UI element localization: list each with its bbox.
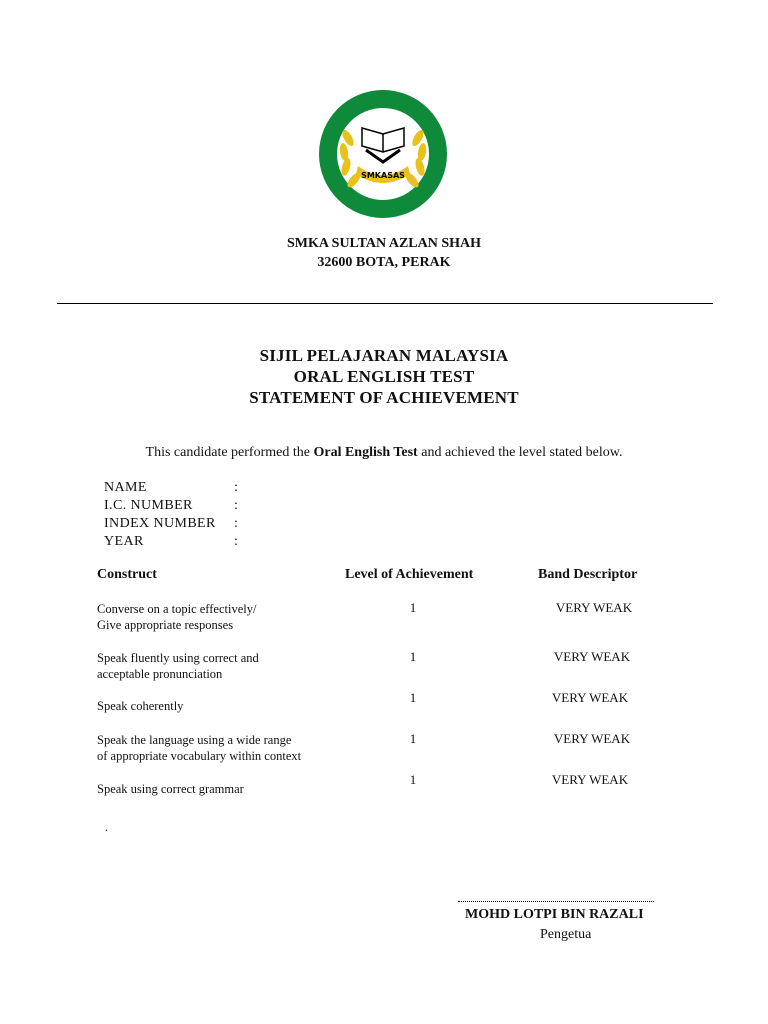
- table-row: [97, 698, 183, 714]
- field-label-index: INDEX NUMBER: [104, 516, 216, 531]
- level-value: 1: [409, 690, 417, 705]
- title-line-2: ORAL ENGLISH TEST: [293, 367, 475, 386]
- construct-line-1: Speak the language using a wide range: [97, 733, 292, 747]
- table-row: [97, 650, 259, 682]
- intro-before: This candidate performed the: [145, 445, 314, 460]
- intro-text: [0, 445, 768, 461]
- school-name: SMKA SULTAN AZLAN SHAH: [286, 236, 482, 251]
- construct-line-1: Speak fluently using correct and: [97, 651, 259, 665]
- construct-line-2: of appropriate vocabulary within context: [97, 749, 302, 763]
- school-logo: [314, 88, 452, 220]
- level-value: 1: [409, 600, 417, 615]
- stray-dot: .: [105, 820, 108, 834]
- construct-line-1: Converse on a topic effectively/: [97, 602, 257, 616]
- level-value: 1: [409, 772, 417, 787]
- intro-after: and achieved the level stated below.: [417, 445, 623, 460]
- construct-line-2: Give appropriate responses: [97, 618, 234, 632]
- table-row: [97, 781, 244, 797]
- header-construct: Construct: [97, 567, 157, 582]
- table-row: [97, 601, 256, 633]
- table-row: [97, 732, 301, 764]
- band-value: VERY WEAK: [555, 600, 633, 615]
- signatory-name: MOHD LOTPI BIN RAZALI: [465, 907, 644, 922]
- school-address: 32600 BOTA, PERAK: [317, 255, 451, 270]
- title-line-1: SIJIL PELAJARAN MALAYSIA: [259, 346, 509, 365]
- field-colon-ic: :: [234, 498, 238, 513]
- field-label-ic: I.C. NUMBER: [104, 498, 193, 513]
- header-divider: [57, 303, 713, 304]
- intro-bold: Oral English Test: [313, 445, 418, 460]
- field-colon-year: :: [234, 534, 238, 549]
- header-band: Band Descriptor: [538, 567, 638, 582]
- band-value: VERY WEAK: [551, 690, 629, 705]
- construct-line-1: Speak using correct grammar: [97, 782, 244, 796]
- band-value: VERY WEAK: [553, 649, 631, 664]
- band-value: VERY WEAK: [551, 772, 629, 787]
- logo-text: SMKASAS: [361, 171, 405, 180]
- level-value: 1: [409, 731, 417, 746]
- field-label-name: NAME: [104, 480, 147, 495]
- construct-line-1: Speak coherently: [97, 699, 184, 713]
- field-colon-name: :: [234, 480, 238, 495]
- signature-line: [458, 901, 654, 902]
- level-value: 1: [409, 649, 417, 664]
- field-label-year: YEAR: [104, 534, 144, 549]
- band-value: VERY WEAK: [553, 731, 631, 746]
- field-colon-index: :: [234, 516, 238, 531]
- title-line-3: STATEMENT OF ACHIEVEMENT: [249, 388, 519, 407]
- header-level: Level of Achievement: [345, 567, 474, 582]
- construct-line-2: acceptable pronunciation: [97, 667, 223, 681]
- signatory-role: Pengetua: [540, 927, 592, 942]
